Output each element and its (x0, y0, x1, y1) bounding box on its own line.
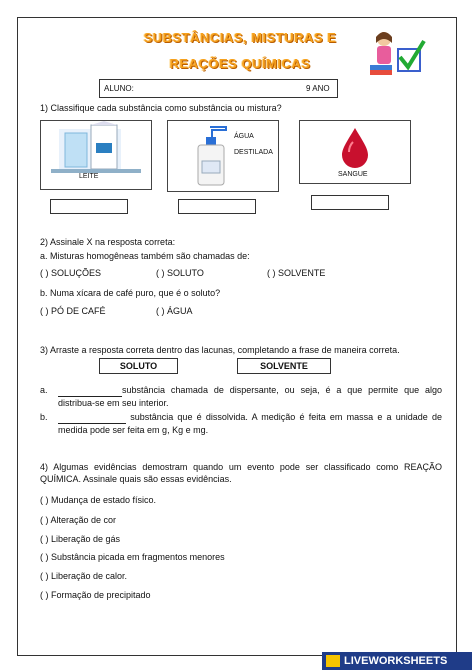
answer-box-blood[interactable] (311, 195, 389, 210)
question-2-prompt: 2) Assinale X na resposta correta: (40, 237, 176, 247)
liveworksheets-logo-icon (326, 655, 340, 667)
student-name-field[interactable] (99, 79, 338, 98)
q3b-sentence (58, 411, 442, 436)
milk-label: LEITE (79, 173, 99, 180)
water-label-2: DESTILADA (234, 149, 273, 156)
question-3-prompt: 3) Arraste a resposta correta dentro das lacunas, completando a frase de maneira correta. (40, 345, 400, 355)
water-label-1: ÁGUA (234, 133, 254, 140)
evidence-item-2[interactable]: ( ) Alteração de cor (40, 515, 117, 525)
distilled-water-card (167, 120, 279, 192)
question-2a-text: a. Misturas homogêneas também são chamadas de: (40, 251, 250, 261)
grade-label: 9 ANO (306, 84, 330, 93)
option-solvente[interactable]: ( ) SOLVENTE (267, 268, 326, 278)
evidence-item-3[interactable]: ( ) Liberação de gás (40, 534, 121, 544)
option-po-de-cafe[interactable]: ( ) PÓ DE CAFÉ (40, 306, 106, 316)
wash-bottle-icon (190, 125, 230, 187)
drop-zone-a[interactable] (58, 384, 122, 397)
teacher-checkmark-illustration (368, 27, 426, 79)
title-line-1: SUBSTÂNCIAS, MISTURAS E (143, 30, 337, 45)
footer-brand: LIVEWORKSHEETS (344, 655, 448, 667)
question-1-prompt: 1) Classifique cada substância como substância ou mistura? (40, 103, 282, 113)
evidence-item-1[interactable]: ( ) Mudança de estado físico. (40, 495, 157, 505)
drag-option-solvente[interactable]: SOLVENTE (237, 358, 331, 374)
answer-box-water[interactable] (178, 199, 256, 214)
option-soluto[interactable]: ( ) SOLUTO (156, 268, 204, 278)
milk-carton-icon (41, 121, 151, 177)
q3b-marker: b. (40, 412, 48, 422)
blood-label: SANGUE (338, 171, 368, 178)
q3a-marker: a. (40, 385, 48, 395)
q3b-text: substância que é dissolvida. A medição é feita em massa e a unidade de medida pode ser feita em g, Kg e mg. (58, 412, 442, 435)
drop-zone-b[interactable] (58, 411, 126, 424)
option-solucoes[interactable]: ( ) SOLUÇÕES (40, 268, 102, 278)
evidence-item-5[interactable]: ( ) Liberação de calor. (40, 571, 128, 581)
drag-option-soluto[interactable]: SOLUTO (99, 358, 178, 374)
question-4-prompt: 4) Algumas evidências demostram quando um evento pode ser classificado como REAÇÃO QUÍMICA. Assinale quais são essas evidências. (40, 462, 442, 484)
title-line-2: REAÇÕES QUÍMICAS (169, 56, 311, 71)
q3a-sentence (58, 384, 442, 409)
question-2b-text: b. Numa xícara de café puro, que é o soluto? (40, 288, 221, 298)
q3a-text: substância chamada de dispersante, ou seja, é a que permite que algo distribua-se em seu interior. (58, 385, 442, 408)
option-agua[interactable]: ( ) ÁGUA (156, 306, 193, 316)
answer-box-milk[interactable] (50, 199, 128, 214)
evidence-item-6[interactable]: ( ) Formação de precipitado (40, 590, 151, 600)
blood-drop-icon (338, 126, 372, 168)
evidence-item-4[interactable]: ( ) Substância picada em fragmentos menores (40, 552, 225, 562)
blood-card (299, 120, 411, 184)
liveworksheets-footer (322, 652, 472, 670)
aluno-label: ALUNO: (104, 84, 134, 93)
milk-card (40, 120, 152, 190)
